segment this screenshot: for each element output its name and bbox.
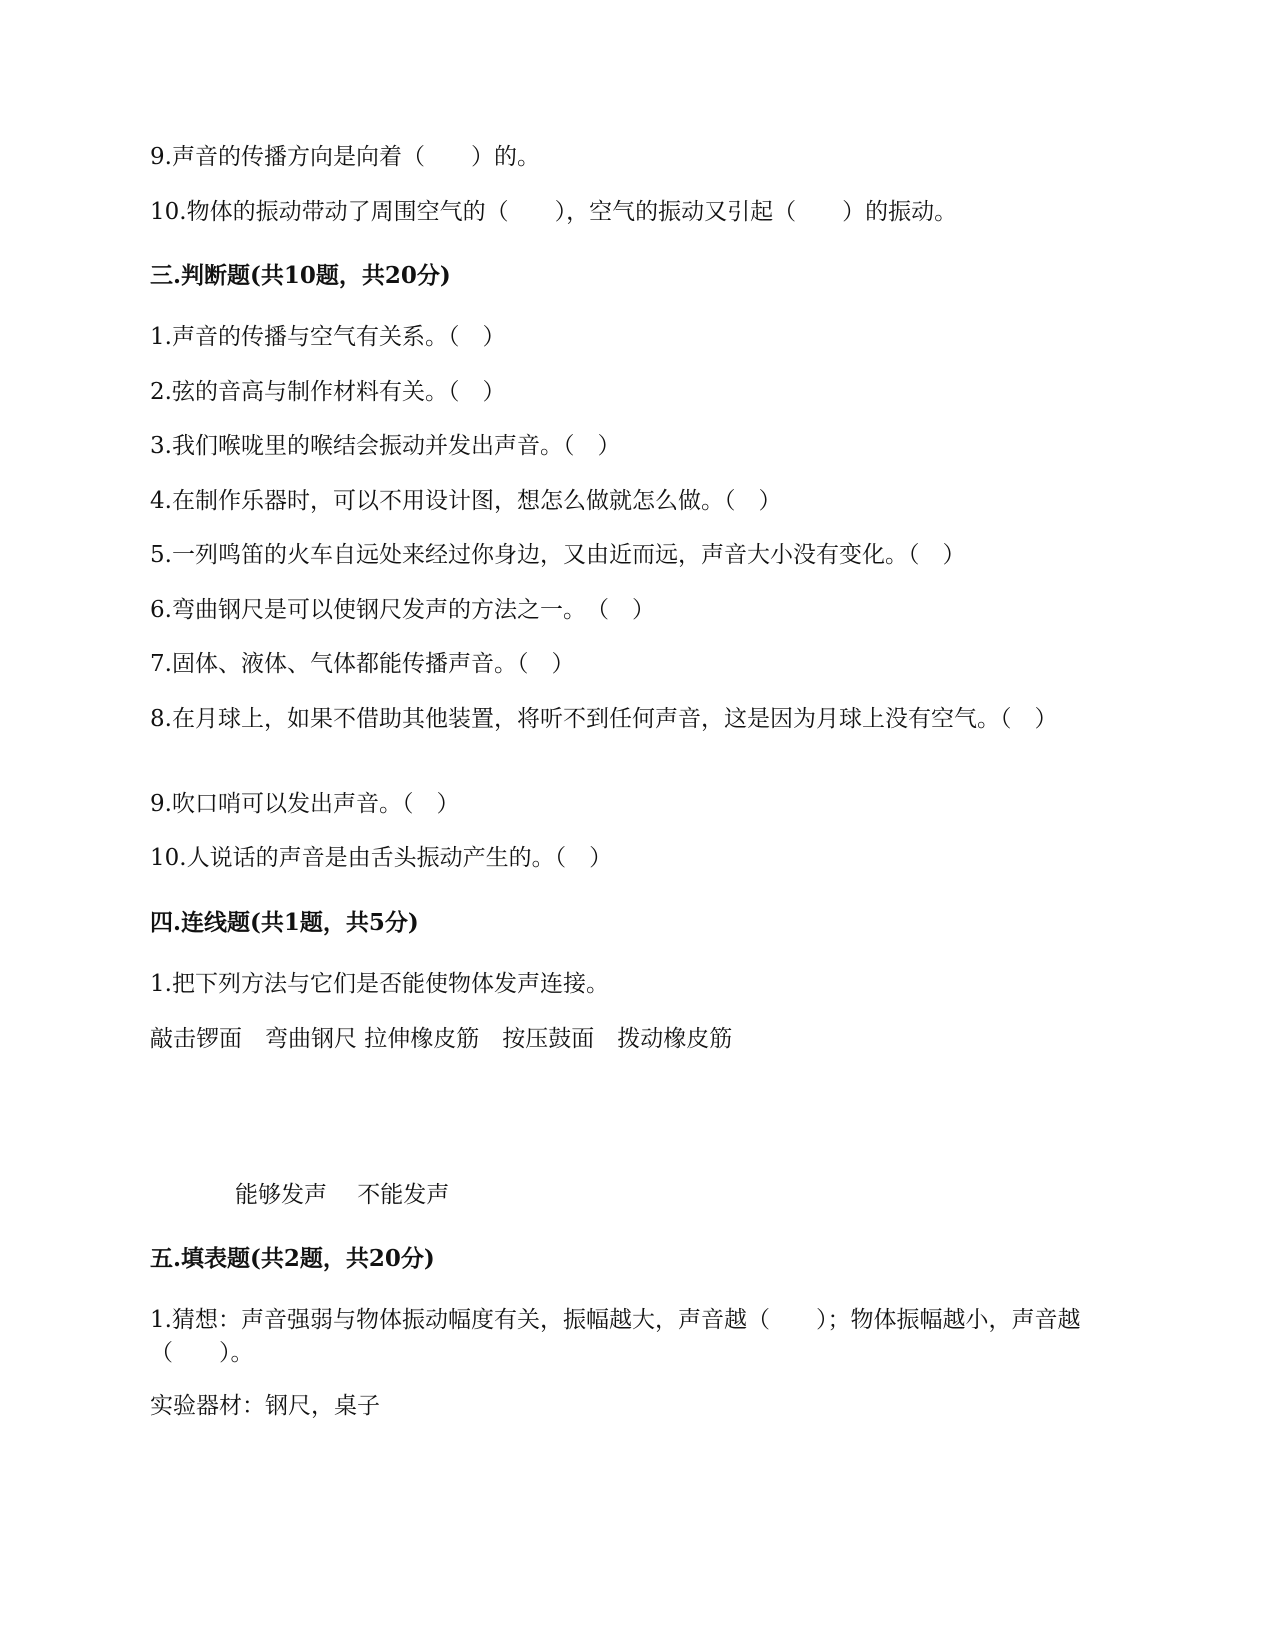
matching-question: 1.把下列方法与它们是否能使物体发声连接。: [150, 971, 609, 997]
section-4-title: 四.连线题(共1题，共5分): [150, 909, 419, 936]
judge-item-2: 2.弦的音高与制作材料有关。（ ）: [150, 379, 506, 405]
table-question-1: 1.猜想：声音强弱与物体振动幅度有关，振幅越大，声音越（ ）；物体振幅越小，声音越（ ）。: [150, 1307, 1081, 1366]
judge-item-8: 8.在月球上，如果不借助其他装置，将听不到任何声音，这是因为月球上没有空气。（ ）: [150, 706, 1058, 732]
section-3-title: 三.判断题(共10题，共20分): [150, 262, 451, 289]
judge-item-3: 3.我们喉咙里的喉结会振动并发出声音。（ ）: [150, 433, 621, 459]
judge-item-10: 10.人说话的声音是由舌头振动产生的。（ ）: [150, 845, 613, 871]
judge-item-5: 5.一列鸣笛的火车自远处来经过你身边，又由近而远，声音大小没有变化。（ ）: [150, 542, 966, 568]
question-fill-9: 9.声音的传播方向是向着（ ）的。: [150, 144, 540, 170]
judge-item-6: 6.弯曲钢尺是可以使钢尺发声的方法之一。 （ ）: [150, 597, 655, 623]
judge-item-1: 1.声音的传播与空气有关系。（ ）: [150, 324, 506, 350]
experiment-materials: 实验器材：钢尺，桌子: [150, 1393, 380, 1419]
judge-item-4: 4.在制作乐器时，可以不用设计图，想怎么做就怎么做。（ ）: [150, 488, 782, 514]
matching-methods: 敲击锣面 弯曲钢尺 拉伸橡皮筋 按压鼓面 拨动橡皮筋: [150, 1026, 733, 1052]
matching-outcomes: 能够发声 不能发声: [235, 1182, 450, 1208]
judge-item-9: 9.吹口哨可以发出声音。（ ）: [150, 791, 460, 817]
question-fill-10: 10.物体的振动带动了周围空气的（ ），空气的振动又引起（ ）的振动。: [150, 199, 958, 225]
judge-item-7: 7.固体、液体、气体都能传播声音。（ ）: [150, 651, 575, 677]
section-5-title: 五.填表题(共2题，共20分): [150, 1245, 435, 1272]
